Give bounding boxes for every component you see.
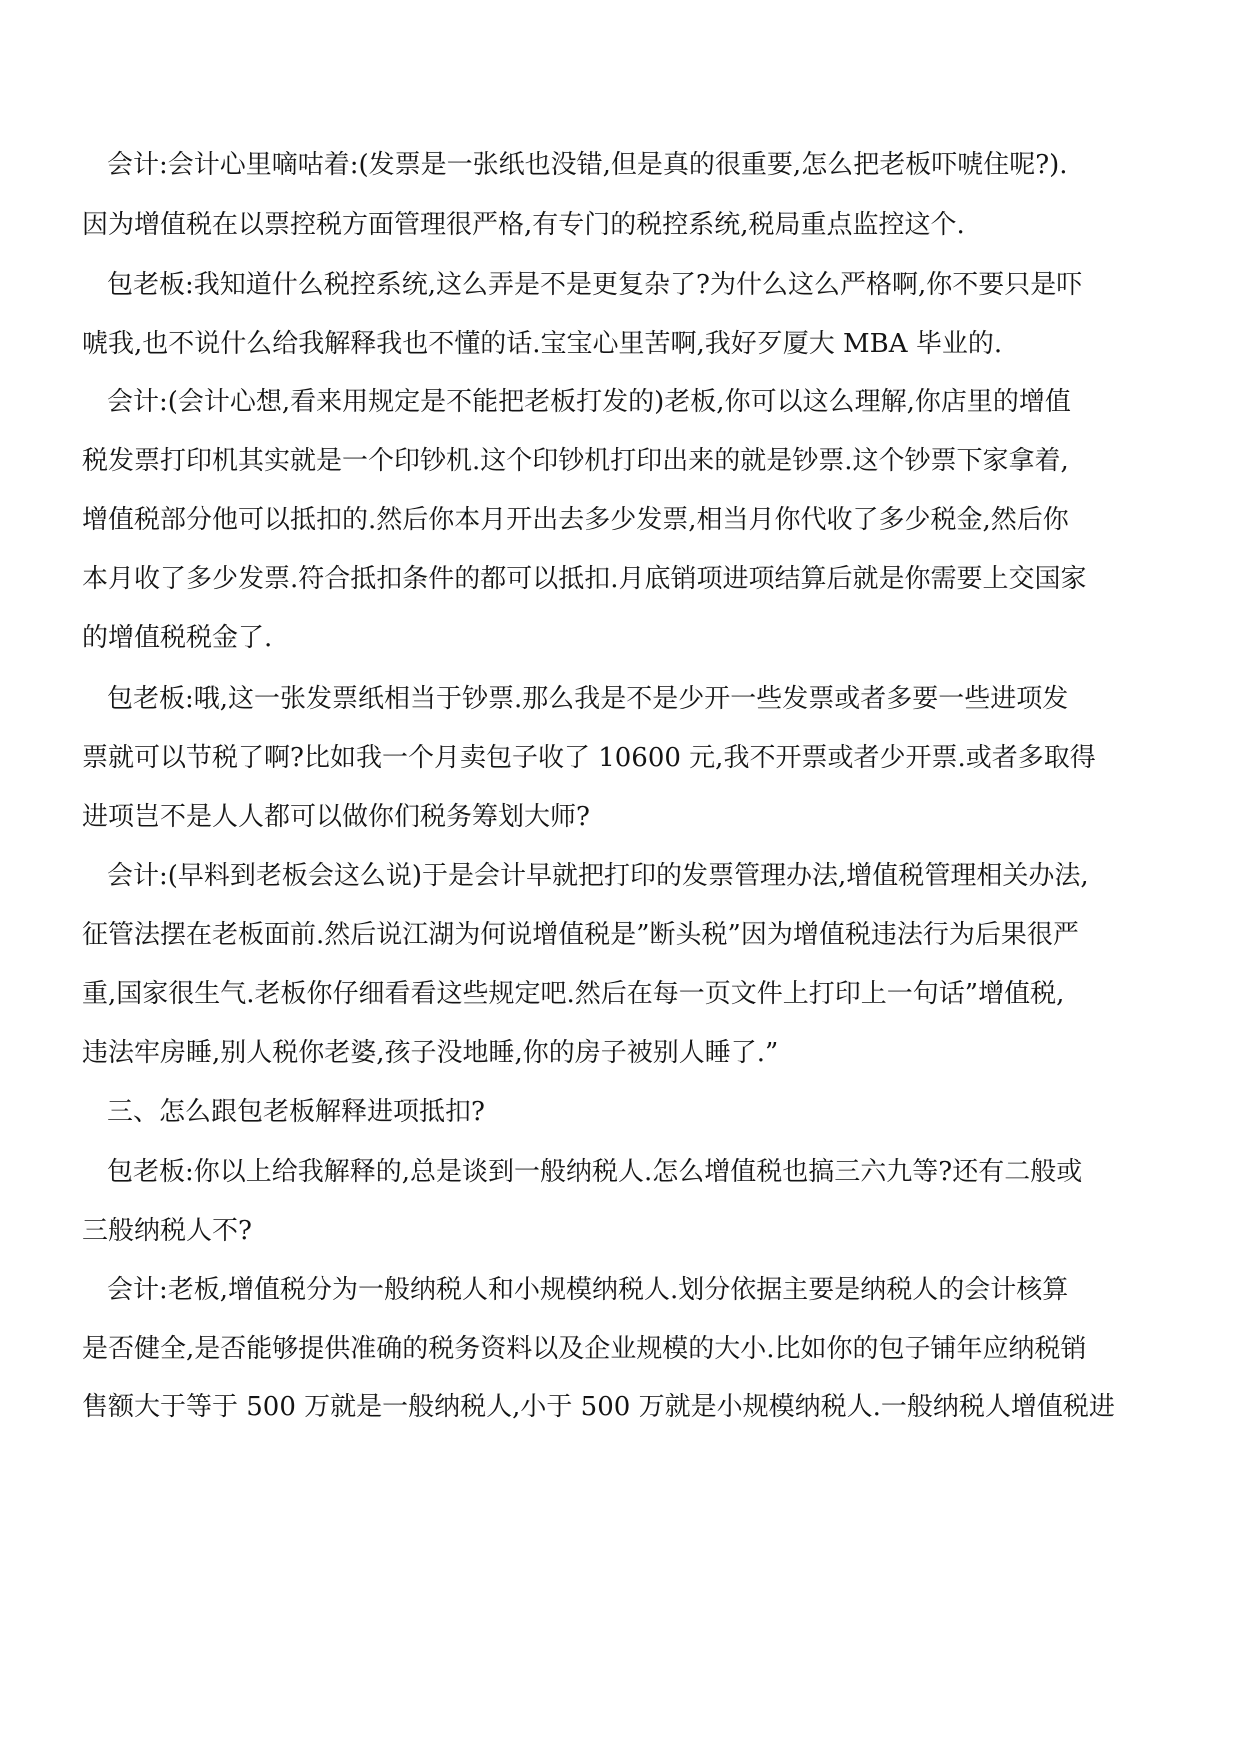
text-line: 包老板:哦,这一张发票纸相当于钞票.那么我是不是少开一些发票或者多要一些进项发 (107, 684, 1069, 714)
text-line: 征管法摆在老板面前.然后说江湖为何说增值税是”断头税”因为增值税违法行为后果很严 (82, 920, 1079, 950)
text-line: 重,国家很生气.老板你仔细看看这些规定吧.然后在每一页文件上打印上一句话”增值税, (82, 979, 1065, 1009)
section-heading: 三、怎么跟包老板解释进项抵扣? (107, 1097, 485, 1127)
text-line: 税发票打印机其实就是一个印钞机.这个印钞机打印出来的就是钞票.这个钞票下家拿着, (82, 446, 1069, 476)
text-line: 会计:(会计心想,看来用规定是不能把老板打发的)老板,你可以这么理解,你店里的增值 (107, 387, 1071, 417)
text-line: 的增值税税金了. (82, 623, 273, 653)
text-line: 违法牢房睡,别人税你老婆,孩子没地睡,你的房子被别人睡了.” (82, 1038, 779, 1068)
text-line: 包老板:你以上给我解释的,总是谈到一般纳税人.怎么增值税也搞三六九等?还有二般或 (107, 1157, 1083, 1187)
text-line: 包老板:我知道什么税控系统,这么弄是不是更复杂了?为什么这么严格啊,你不要只是吓 (107, 270, 1083, 300)
text-line: 会计:(早料到老板会这么说)于是会计早就把打印的发票管理办法,增值税管理相关办法, (107, 861, 1089, 891)
text-line: 是否健全,是否能够提供准确的税务资料以及企业规模的大小.比如你的包子铺年应纳税销 (82, 1334, 1087, 1364)
text-line: 进项岂不是人人都可以做你们税务筹划大师? (82, 802, 590, 832)
text-line: 因为增值税在以票控税方面管理很严格,有专门的税控系统,税局重点监控这个. (82, 210, 965, 240)
text-line: 增值税部分他可以抵扣的.然后你本月开出去多少发票,相当月你代收了多少税金,然后你 (82, 505, 1069, 535)
text-line: 三般纳税人不? (82, 1216, 252, 1246)
text-line: 售额大于等于 500 万就是一般纳税人,小于 500 万就是小规模纳税人.一般纳税人增值税进 (82, 1392, 1115, 1422)
text-line: 本月收了多少发票.符合抵扣条件的都可以抵扣.月底销项进项结算后就是你需要上交国家 (82, 564, 1087, 594)
text-line: 会计:老板,增值税分为一般纳税人和小规模纳税人.划分依据主要是纳税人的会计核算 (107, 1275, 1069, 1305)
text-line: 票就可以节税了啊?比如我一个月卖包子收了 10600 元,我不开票或者少开票.或者多取得 (82, 743, 1096, 773)
text-line: 唬我,也不说什么给我解释我也不懂的话.宝宝心里苦啊,我好歹厦大 MBA 毕业的. (82, 329, 1003, 359)
text-line: 会计:会计心里嘀咕着:(发票是一张纸也没错,但是真的很重要,怎么把老板吓唬住呢?). (107, 150, 1068, 180)
